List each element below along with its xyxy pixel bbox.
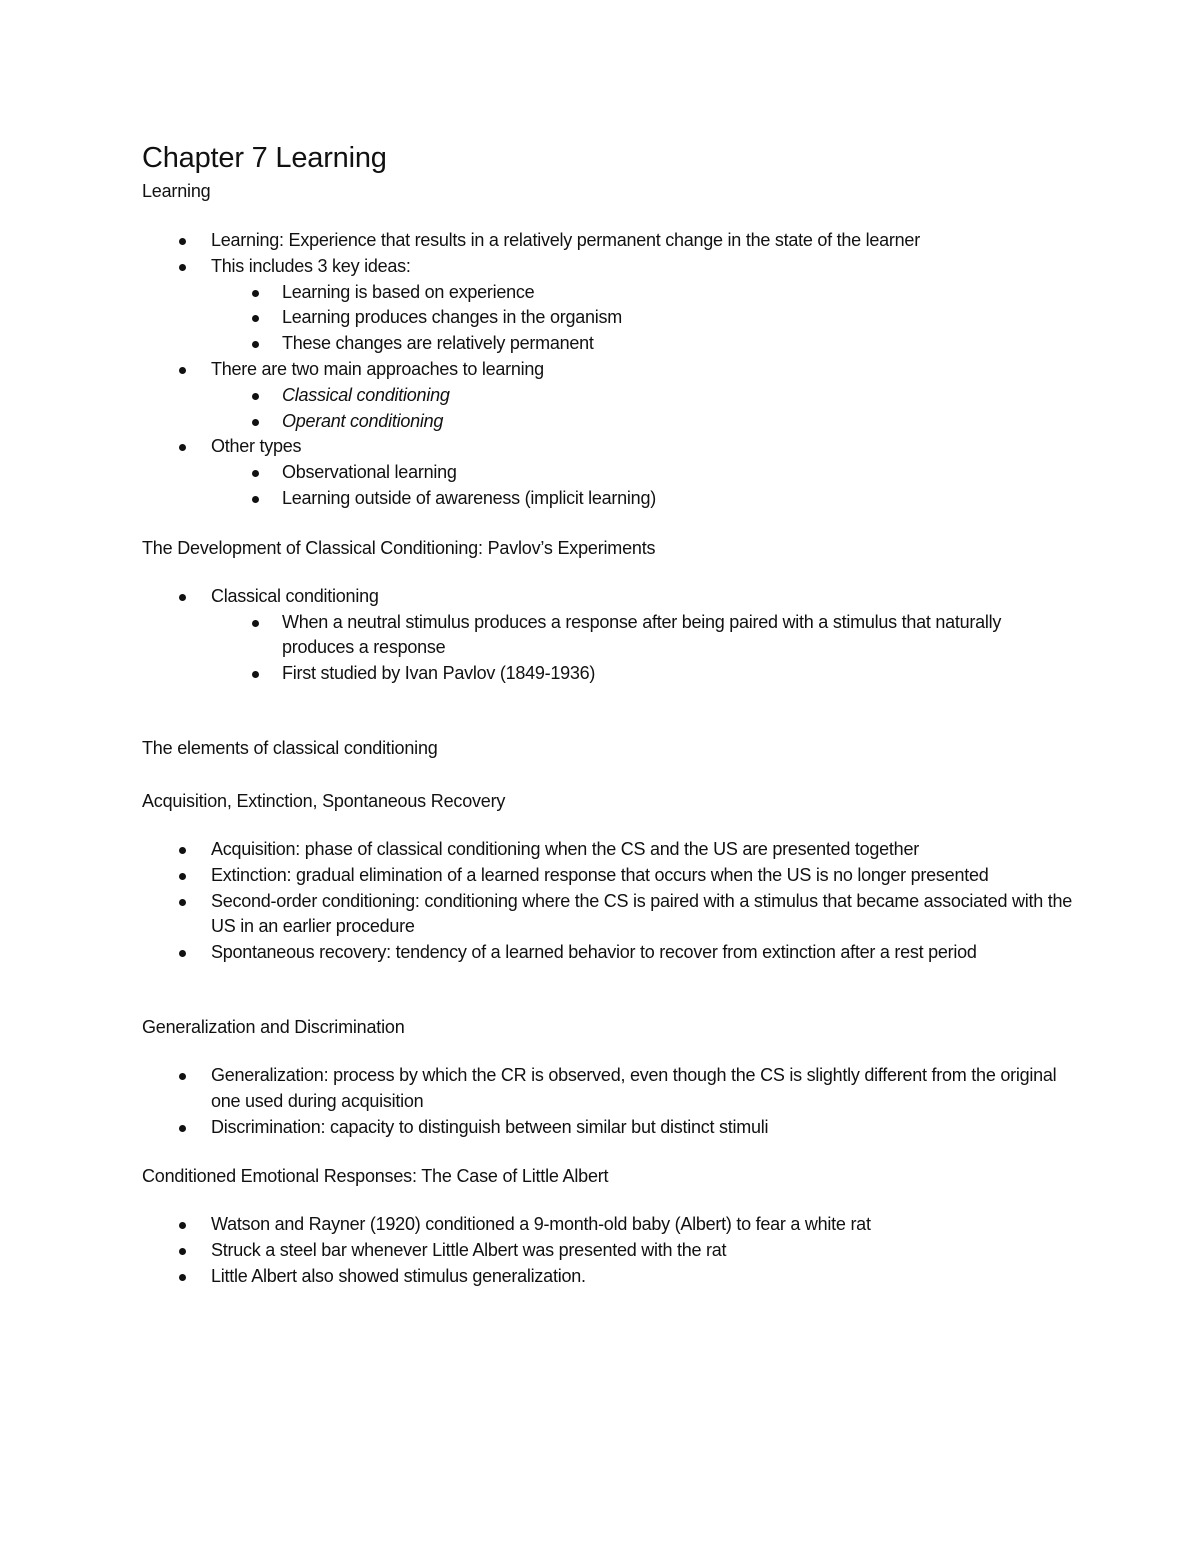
list-item: Generalization: process by which the CR is observed, even though the CS is slightly different from the original one used during acquisition	[142, 1063, 1072, 1115]
albert-list	[142, 1212, 1072, 1289]
section-heading-pavlov: The Development of Classical Conditioning: Pavlov’s Experiments	[142, 537, 656, 558]
bullet-icon	[252, 470, 259, 477]
section-heading-elements: The elements of classical conditioning	[142, 737, 438, 758]
bullet-icon	[179, 873, 186, 880]
spacer	[142, 814, 1072, 837]
list-item: This includes 3 key ideas:	[142, 254, 1072, 280]
bullet-icon	[179, 950, 186, 957]
bullet-icon	[252, 315, 259, 322]
list-item: Second-order conditioning: conditioning where the CS is paired with a stimulus that became associated with the US in an earlier procedure	[142, 889, 1072, 941]
list-item: Learning outside of awareness (implicit learning)	[142, 486, 1072, 512]
spacer	[142, 1189, 1072, 1212]
list-item: Struck a steel bar whenever Little Albert was presented with the rat	[142, 1238, 1072, 1264]
pavlov-list	[142, 584, 1072, 687]
list-item: Extinction: gradual elimination of a learned response that occurs when the US is no longer presented	[142, 863, 1072, 889]
generalization-list	[142, 1063, 1072, 1140]
bullet-icon	[252, 419, 259, 426]
list-item: Operant conditioning	[142, 409, 1072, 435]
bullet-icon	[179, 1073, 186, 1080]
spacer	[142, 561, 1072, 584]
bullet-icon	[252, 290, 259, 297]
spacer	[142, 1040, 1072, 1063]
section-heading-generalization: Generalization and Discrimination	[142, 1016, 405, 1037]
bullet-icon	[179, 367, 186, 374]
list-item: Spontaneous recovery: tendency of a learned behavior to recover from extinction after a rest period	[142, 940, 1072, 966]
list-item: There are two main approaches to learning	[142, 357, 1072, 383]
learning-list	[142, 228, 1072, 512]
list-item: Learning produces changes in the organism	[142, 305, 1072, 331]
list-item: Watson and Rayner (1920) conditioned a 9-month-old baby (Albert) to fear a white rat	[142, 1212, 1072, 1238]
list-item: Discrimination: capacity to distinguish between similar but distinct stimuli	[142, 1115, 1072, 1141]
spacer	[142, 204, 1072, 228]
list-item: These changes are relatively permanent	[142, 331, 1072, 357]
spacer	[142, 687, 1072, 735]
bullet-icon	[179, 1125, 186, 1132]
list-item: When a neutral stimulus produces a response after being paired with a stimulus that naturally produces a response	[142, 610, 1072, 662]
section-heading-learning: Learning	[142, 181, 211, 201]
bullet-icon	[179, 444, 186, 451]
bullet-icon	[252, 393, 259, 400]
bullet-icon	[179, 847, 186, 854]
list-item: Classical conditioning	[142, 383, 1072, 409]
list-item: Learning: Experience that results in a relatively permanent change in the state of the learner	[142, 228, 1072, 254]
bullet-icon	[179, 594, 186, 601]
bullet-icon	[252, 620, 259, 627]
spacer	[142, 966, 1072, 1014]
spacer	[142, 1140, 1072, 1163]
list-item: Classical conditioning	[142, 584, 1072, 610]
list-item: Little Albert also showed stimulus generalization.	[142, 1264, 1072, 1290]
list-item: Acquisition: phase of classical conditioning when the CS and the US are presented together	[142, 837, 1072, 863]
bullet-icon	[179, 238, 186, 245]
list-item: Observational learning	[142, 460, 1072, 486]
list-item: First studied by Ivan Pavlov (1849-1936)	[142, 661, 1072, 687]
bullet-icon	[252, 671, 259, 678]
bullet-icon	[179, 899, 186, 906]
acquisition-list	[142, 837, 1072, 966]
bullet-icon	[179, 264, 186, 271]
document-title: Chapter 7 Learning	[142, 142, 387, 174]
section-heading-albert: Conditioned Emotional Responses: The Case of Little Albert	[142, 1166, 609, 1187]
list-item: Other types	[142, 434, 1072, 460]
spacer	[142, 512, 1072, 535]
section-heading-acquisition: Acquisition, Extinction, Spontaneous Recovery	[142, 790, 506, 811]
bullet-icon	[252, 496, 259, 503]
document-page	[142, 138, 1072, 1290]
bullet-icon	[179, 1248, 186, 1255]
list-item: Learning is based on experience	[142, 280, 1072, 306]
spacer	[142, 761, 1072, 788]
bullet-icon	[179, 1274, 186, 1281]
bullet-icon	[179, 1222, 186, 1229]
bullet-icon	[252, 341, 259, 348]
